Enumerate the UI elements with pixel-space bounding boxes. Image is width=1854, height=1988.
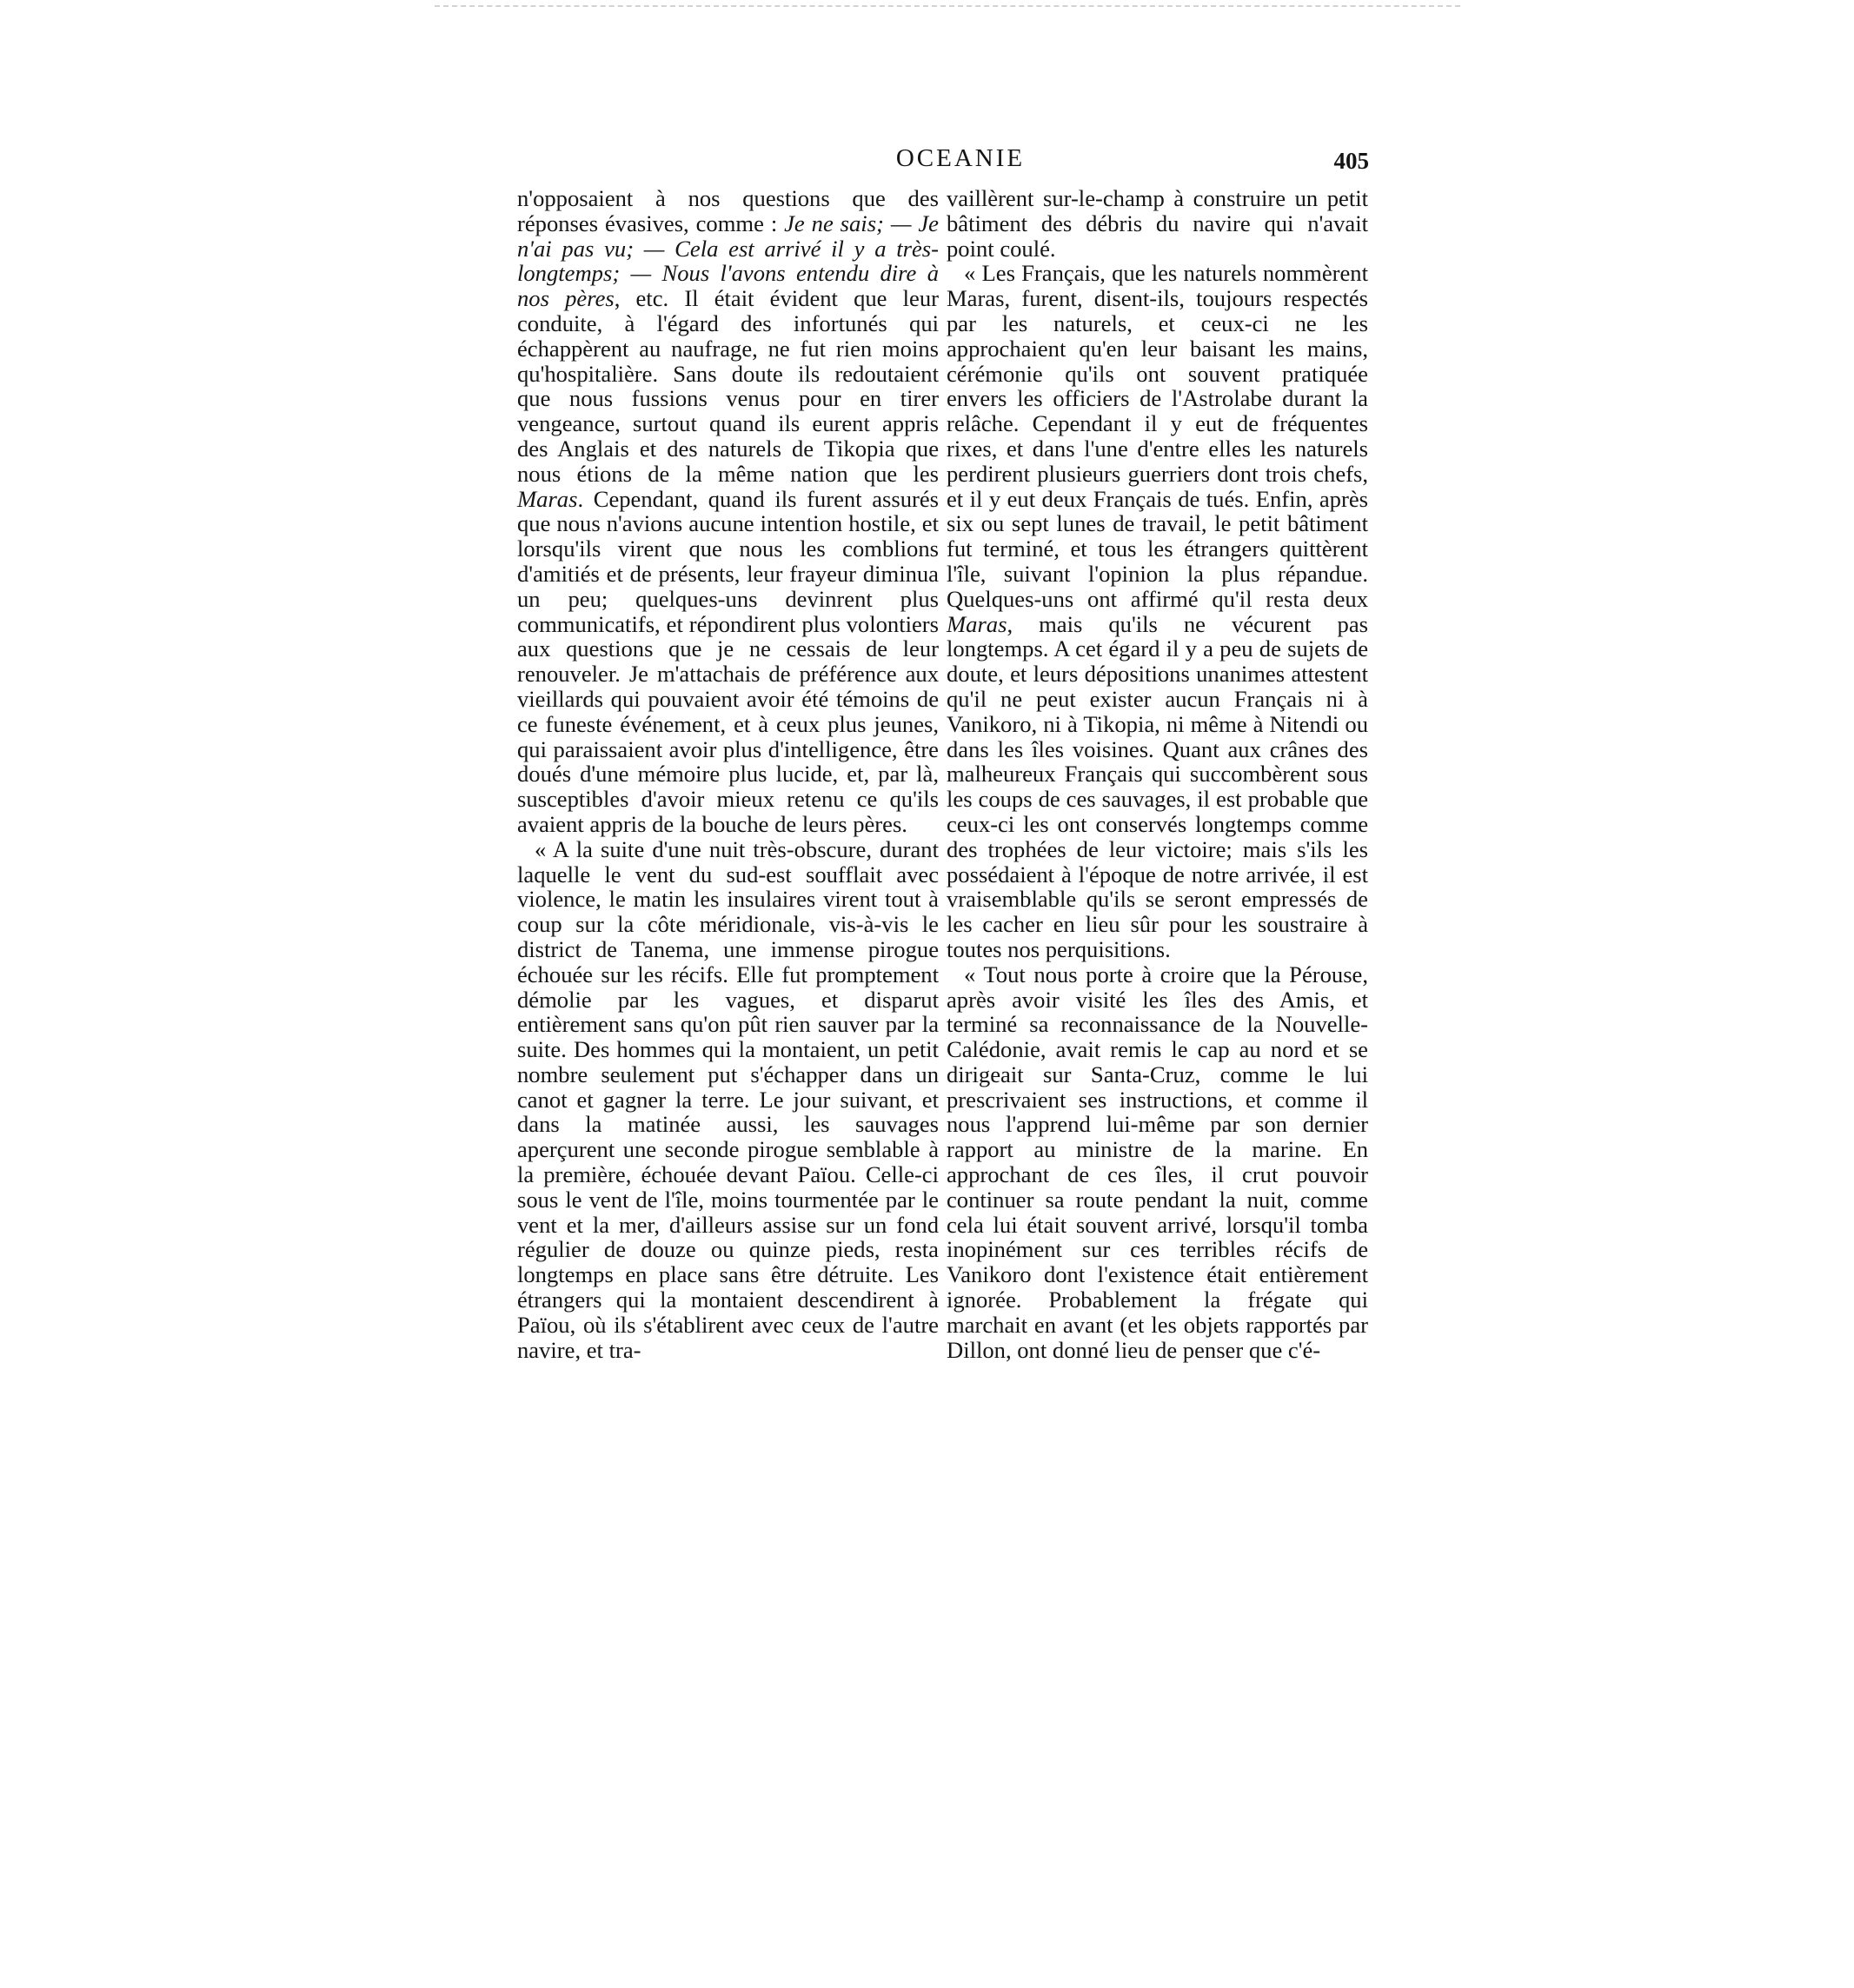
left-column (517, 186, 939, 1362)
text-run: « A la suite d'une nuit très-obscure, durant laquelle le vent du sud-est soufflait avec violence, le matin les insulaires virent tout à coup sur la côte méridionale, vis-à-vis le district de Tanema, une immense pirogue échouée sur les récifs. Elle fut promptement démolie par les vagues, et disparut entièrement sans qu'on pût rien sauver par la suite. Des hommes qui la montaient, un petit nombre seulement put s'échapper dans un canot et gagner la terre. Le jour suivant, et dans la matinée aussi, les sauvages aperçurent une seconde pirogue semblable à la première, échouée devant Païou. Celle-ci sous le vent de l'île, moins tourmentée par le vent et la mer, d'ailleurs assise sur un fond régulier de douze ou quinze pieds, resta longtemps en place sans être détruite. Les étrangers qui la montaient descendirent à Païou, où ils s'établirent avec ceux de l'autre navire, et tra- (517, 835, 939, 1363)
text-run: « Tout nous porte à croire que la Pérouse, après avoir visité les îles des Amis, et terminé sa reconnaissance de la Nouvelle-Calédonie, avait remis le cap au nord et se dirigeait sur Santa-Cruz, comme le lui prescrivaient ses instructions, et comme il nous l'apprend lui-même par son dernier rapport au ministre de la marine. En approchant de ces îles, il crut pouvoir continuer sa route pendant la nuit, comme cela lui était souvent arrivé, lorsqu'il tomba inopinément sur ces terribles récifs de Vanikoro dont l'existence était entièrement ignorée. Probablement la frégate qui marchait en avant (et les objets rapportés par Dillon, ont donné lieu de penser que c'é- (947, 961, 1368, 1363)
text-run: « Les Français, que les naturels nommèrent Maras, furent, disent-ils, toujours respectés par les naturels, et ceux-ci ne les approchaient qu'en leur baisant les mains, cérémonie qu'ils ont souvent pratiquée envers les officiers de l'Astrolabe durant la relâche. Cependant il y eut de fréquentes rixes, et dans l'une d'entre elles les naturels perdirent plusieurs guerriers dont trois chefs, et il y eut deux Français de tués. Enfin, après six ou sept lunes de travail, le petit bâtiment fut terminé, et tous les étrangers quittèrent l'île, suivant l'opinion la plus répandue. Quelques-uns ont affirmé qu'il resta deux (947, 260, 1368, 612)
paragraph (947, 186, 1368, 261)
page-number: 405 (1333, 148, 1369, 174)
italic-text: Je ne sais; — Je n'ai pas vu; — Cela est arrivé il y a très-longtemps; — Nous l'avons entendu dire à nos pères (517, 209, 939, 312)
italic-text: Maras (517, 485, 578, 512)
paragraph (517, 837, 939, 1363)
text-run: n'opposaient à nos questions que des réponses évasives, comme : (517, 185, 939, 236)
text-run: . Cependant, quand ils furent assurés que nous n'avions aucune intention hostile, et lorsqu'ils virent que nous les comblions d'amitiés et de présents, leur frayeur diminua un peu; quelques-uns devinrent plus communicatifs, et répondirent plus volontiers aux questions que je ne cessais de leur renouveler. Je m'attachais de préférence aux vieillards qui pouvaient avoir été témoins de ce funeste événement, et à ceux plus jeunes, qui paraissaient avoir plus d'intelligence, être doués d'une mémoire plus lucide, et, par là, susceptibles d'avoir mieux retenu ce qu'ils avaient appris de la bouche de leurs pères. (517, 485, 939, 837)
paragraph (947, 962, 1368, 1363)
text-run: , etc. Il était évident que leur conduite, à l'égard des infortunés qui échappèrent au naufrage, ne fut rien moins qu'hospitalière. Sans doute ils redoutaient que nous fussions venus pour en tirer vengeance, surtout quand ils eurent appris des Anglais et des naturels de Tikopia que nous étions de la même nation que les (517, 285, 939, 487)
paragraph (947, 261, 1368, 961)
right-column (947, 186, 1368, 1362)
running-header: OCEANIE (895, 144, 1026, 172)
scan-edge-artifact (435, 5, 1460, 7)
paragraph (517, 186, 939, 837)
text-run: vaillèrent sur-le-champ à construire un petit bâtiment des débris du navire qui n'avait point coulé. (947, 185, 1368, 262)
text-run: , mais qu'ils ne vécurent pas longtemps. A cet égard il y a peu de sujets de doute, et leurs dépositions unanimes attestent qu'il ne peut exister aucun Français ni à Vanikoro, ni à Tikopia, ni même à Nitendi ou dans les îles voisines. Quant aux crânes des malheureux Français qui succombèrent sous les coups de ces sauvages, il est probable que ceux-ci les ont conservés longtemps comme des trophées de leur victoire; mais s'ils les possédaient à l'époque de notre arrivée, il est vraisemblable qu'ils se seront empressés de les cacher en lieu sûr pour les soustraire à toutes nos perquisitions. (947, 610, 1368, 962)
italic-text: Maras (947, 610, 1007, 637)
